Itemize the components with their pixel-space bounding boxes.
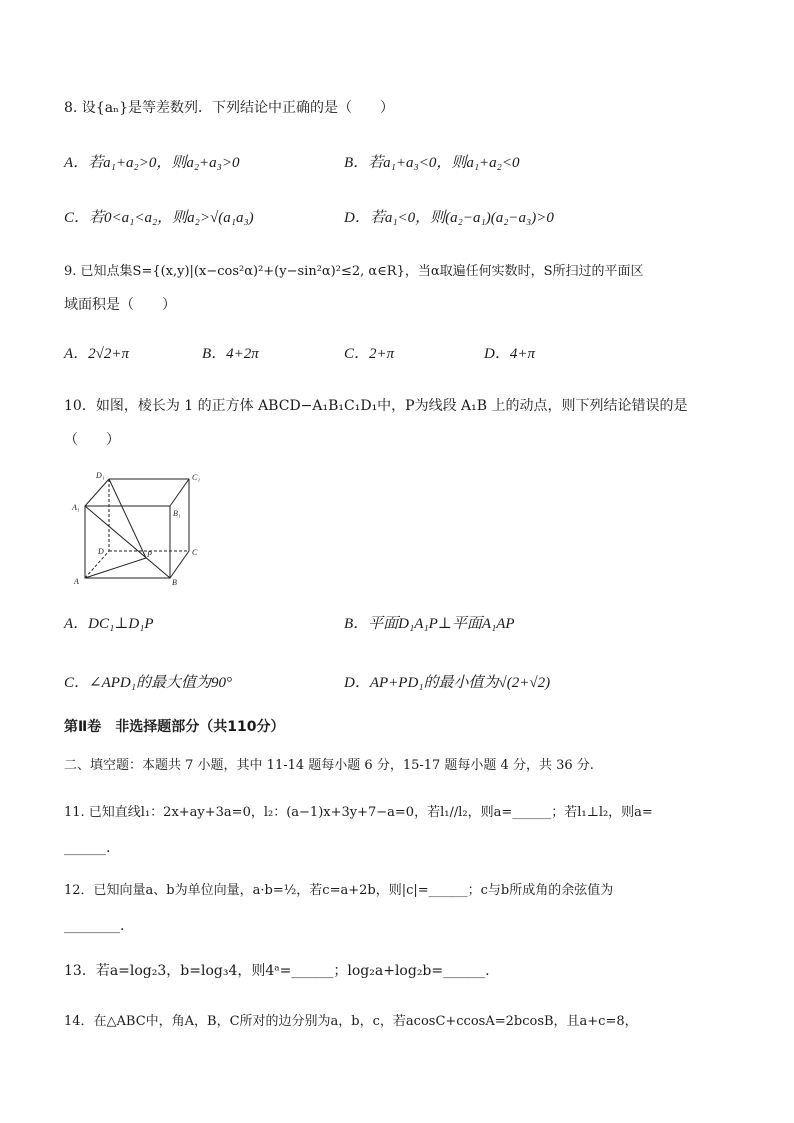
segment-a1b [85, 506, 170, 578]
label-a1: A₁ [72, 503, 80, 512]
segment-ap [85, 558, 146, 578]
q8-stem: 8. 设{aₙ}是等差数列．下列结论中正确的是（ ） [64, 100, 395, 116]
label-c1: C₁ [192, 473, 201, 482]
q8-option-c: C．若0<a₁<a₂，则a₂>√(a₁a₃) [64, 210, 254, 226]
edge-b1c1 [170, 479, 189, 506]
q14-line1: 14．在△ABC中，角A，B，C所对的边分别为a，b，c，若acosC+ccosA=2bcosB，且a+c=8， [64, 1014, 638, 1029]
section2-intro: 二、填空题：本题共 7 小题，其中 11-14 题每小题 6 分，15-17 题每小题 4 分，共 36 分. [64, 758, 594, 773]
q10-option-c: C．∠APD₁的最大值为90° [64, 675, 232, 691]
label-b: B [172, 578, 177, 587]
q9-option-b: B．4+2π [202, 346, 259, 362]
label-d1: D₁ [96, 471, 105, 480]
q13-line1: 13．若a=log₂3，b=log₃4，则4ᵃ=______；log₂a+log₂b=______. [64, 963, 490, 979]
label-p: P [147, 550, 152, 559]
edge-bc [170, 551, 189, 578]
q8-option-a: A．若a₁+a₂>0，则a₂+a₃>0 [64, 155, 240, 171]
q12-line2: ________. [64, 918, 125, 934]
section2-title: 第Ⅱ卷 非选择题部分（共110分） [64, 719, 285, 735]
q8-option-d: D．若a₁<0，则(a₂−a₁)(a₂−a₃)>0 [344, 210, 554, 226]
q9-stem-line1: 9. 已知点集S={(x,y)|(x−cos²α)²+(y−sin²α)²≤2, α∈R}，当α取遍任何实数时，S所扫过的平面区 [64, 264, 644, 279]
label-b1: B₁ [173, 509, 181, 518]
label-a: A [74, 577, 79, 586]
q8-option-b: B．若a₁+a₃<0，则a₁+a₂<0 [344, 155, 520, 171]
q9-stem-line2: 域面积是（ ） [64, 297, 176, 313]
q10-stem-line2: （ ） [64, 432, 120, 448]
q9-option-a: A．2√2+π [64, 346, 130, 362]
q12-line1: 12．已知向量a、b为单位向量，a·b=½，若c=a+2b，则|c|=______；c与b所成角的余弦值为 [64, 883, 614, 898]
edge-a1d1 [85, 479, 109, 506]
q9-option-c: C．2+π [344, 346, 395, 362]
segment-d1p [109, 479, 146, 558]
q10-stem-line1: 10．如图，棱长为 1 的正方体 ABCD−A₁B₁C₁D₁中，P为线段 A₁B 上的动点，则下列结论错误的是 [64, 398, 688, 414]
label-c: C [192, 548, 198, 557]
q10-option-b: B．平面D₁A₁P⊥平面A₁AP [344, 616, 515, 632]
q10-option-d: D．AP+PD₁的最小值为√(2+√2) [344, 675, 551, 691]
q10-option-a: A．DC₁⊥D₁P [64, 616, 154, 632]
cube-figure [64, 468, 216, 590]
q11-line2: ______. [64, 840, 111, 856]
label-d: D [98, 547, 104, 556]
q11-line1: 11. 已知直线l₁：2x+ay+3a=0，l₂：(a−1)x+3y+7−a=0，若l₁//l₂，则a=______；若l₁⊥l₂，则a= [64, 805, 653, 820]
q9-option-d: D．4+π [484, 346, 535, 362]
